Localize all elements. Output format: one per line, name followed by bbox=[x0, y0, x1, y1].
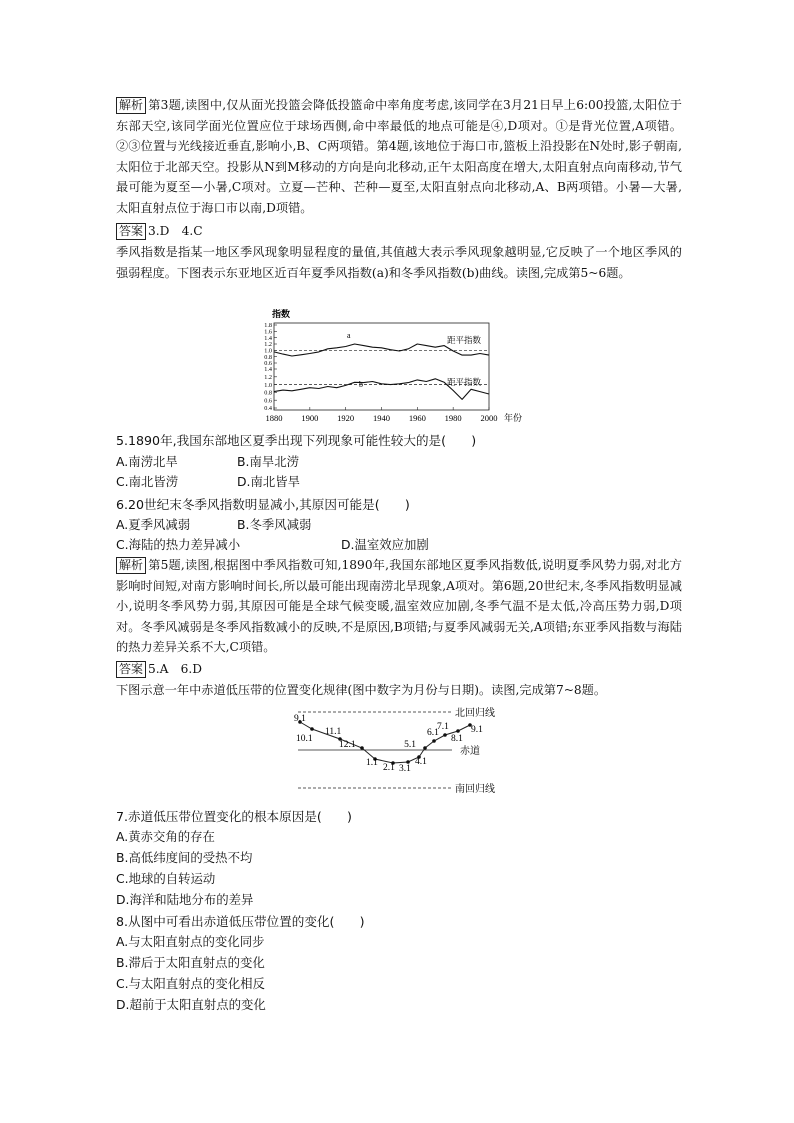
date-label: 8.1 bbox=[451, 734, 463, 744]
answer-q5-6 bbox=[116, 659, 682, 680]
y-tick-label: 0.8 bbox=[264, 389, 272, 397]
q7-option-d[interactable]: D.海洋和陆地分布的差异 bbox=[116, 892, 254, 907]
q8-option-a[interactable]: A.与太阳直射点的变化同步 bbox=[116, 934, 265, 949]
answer-tag: 答案 bbox=[116, 223, 146, 240]
date-label: 5.1 bbox=[404, 740, 416, 750]
date-label: 9.1 bbox=[471, 725, 483, 735]
chart-ylabel: 指数 bbox=[272, 309, 291, 319]
date-point bbox=[443, 733, 447, 737]
y-tick-label: 1.2 bbox=[264, 341, 272, 349]
date-points bbox=[294, 714, 483, 774]
q5-option-b[interactable]: B.南旱北涝 bbox=[237, 454, 300, 469]
answer-tag: 答案 bbox=[116, 661, 146, 678]
date-label: 9.1 bbox=[294, 714, 306, 724]
date-point bbox=[310, 727, 314, 731]
q5-option-a[interactable]: A.南涝北旱 bbox=[116, 454, 178, 469]
explanation-q3-4 bbox=[116, 95, 682, 219]
question-8-stem: 8.从图中可看出赤道低压带位置的变化( ) bbox=[116, 914, 365, 929]
y-tick-label: 1.2 bbox=[264, 374, 272, 381]
tropic-of-capricorn-label: 南回归线 bbox=[455, 784, 495, 795]
panel-b bbox=[264, 366, 489, 412]
q8-option-b[interactable]: B.滞后于太阳直射点的变化 bbox=[116, 955, 265, 970]
explanation-text: 第3题,读图中,仅从面光投篮会降低投篮命中率角度考虑,该同学在3月21日早上6:00投篮,太阳位于东部天空,该同学面光位置应位于球场西侧,命中率最低的地点可能是④,D项对。①是背光位置,A项错。②③位置与光线接近垂直,影响小,B、C两项错。第4题,该地位于海口市,篮板上沿投影在N处时,影子朝南,太阳位于北部天空。投影从N到M移动的方向是向北移动,正午太阳高度在增大,太阳直射点向南移动,节气最可能为夏至—小暑,C项对。立夏—芒种、芒种—夏至,太阳直射点向北移动,A、B两项错。小暑—大暑,太阳直射点位于海口市以南,D项错。 bbox=[116, 98, 682, 215]
reference-label: 距平指数 bbox=[447, 335, 482, 345]
q8-option-c[interactable]: C.与太阳直射点的变化相反 bbox=[116, 976, 265, 991]
q6-option-b[interactable]: B.冬季风减弱 bbox=[237, 517, 312, 532]
q7-option-c[interactable]: C.地球的自转运动 bbox=[116, 871, 216, 886]
x-tick-label: 1940 bbox=[373, 413, 390, 423]
y-tick-label: 1.8 bbox=[264, 322, 272, 330]
date-point bbox=[360, 746, 364, 750]
y-tick-label: 1.4 bbox=[264, 334, 272, 342]
date-label: 1.1 bbox=[366, 758, 378, 768]
y-tick-label: 0.6 bbox=[264, 397, 272, 405]
q7-option-a[interactable]: A.黄赤交角的存在 bbox=[116, 829, 215, 844]
date-point bbox=[456, 729, 460, 733]
date-label: 4.1 bbox=[415, 757, 427, 767]
explanation-text: 第5题,读图,根据图中季风指数可知,1890年,我国东部地区夏季风指数低,说明夏季风势力弱,对北方影响时间短,对南方影响时间长,所以最可能出现南涝北旱现象,A项对。第6题,20世纪末,冬季风指数明显减小,说明冬季风势力弱,其原因可能是全球气候变暖,温室效应加剧,冬季气温不是太低,冷高压势力弱,D项对。冬季风减弱是冬季风指数减小的反映,不是原因,B项错;与夏季风减弱无关,A项错;东亚季风指数与海陆的热力差异关系不大,C项错。 bbox=[116, 558, 682, 655]
q5-option-d[interactable]: D.南北皆旱 bbox=[237, 474, 301, 489]
chart-xlabel: 年份 bbox=[504, 413, 523, 423]
tropic-of-cancer-label: 北回归线 bbox=[455, 708, 495, 719]
equatorial-low-diagram bbox=[282, 702, 522, 797]
question-7-stem: 7.赤道低压带位置变化的根本原因是( ) bbox=[116, 809, 352, 824]
x-tick-label: 1980 bbox=[444, 413, 462, 423]
q8-option-d[interactable]: D.超前于太阳直射点的变化 bbox=[116, 997, 266, 1012]
y-tick-label: 0.8 bbox=[264, 353, 272, 361]
date-point bbox=[432, 739, 436, 743]
explanation-tag: 解析 bbox=[116, 557, 146, 574]
question-5-stem: 5.1890年,我国东部地区夏季出现下列现象可能性较大的是( ) bbox=[116, 433, 477, 448]
x-tick-label: 1960 bbox=[408, 413, 426, 423]
intro-q5-6 bbox=[116, 242, 682, 283]
date-label: 10.1 bbox=[296, 734, 313, 744]
explanation-tag: 解析 bbox=[116, 97, 146, 114]
date-label: 6.1 bbox=[427, 728, 439, 738]
intro-text: 季风指数是指某一地区季风现象明显程度的量值,其值越大表示季风现象越明显,它反映了一个地区季风的强弱程度。下图表示东亚地区近百年夏季风指数(a)和冬季风指数(b)曲线。读图,完成第5~6题。 bbox=[116, 245, 682, 280]
x-tick-label: 1880 bbox=[265, 413, 283, 423]
y-tick-label: 0.6 bbox=[264, 360, 272, 368]
y-tick-label: 1.6 bbox=[264, 328, 272, 336]
intro-text: 下图示意一年中赤道低压带的位置变化规律(图中数字为月份与日期)。读图,完成第7~8题。 bbox=[116, 683, 607, 697]
date-label: 3.1 bbox=[399, 764, 411, 774]
x-tick-label: 1900 bbox=[301, 413, 319, 423]
q6-option-a[interactable]: A.夏季风减弱 bbox=[116, 517, 191, 532]
equator-label: 赤道 bbox=[460, 746, 480, 757]
y-tick-label: 1.4 bbox=[264, 366, 272, 374]
date-label: 2.1 bbox=[383, 763, 395, 773]
q6-option-c[interactable]: C.海陆的热力差异减小 bbox=[116, 537, 241, 552]
reference-label: 距平指数 bbox=[447, 377, 482, 387]
q7-option-b[interactable]: B.高低纬度间的受热不均 bbox=[116, 850, 253, 865]
date-point bbox=[423, 746, 427, 750]
series-label: a bbox=[347, 331, 351, 340]
explanation-q5-6 bbox=[116, 555, 682, 658]
intro-q7-8 bbox=[116, 680, 682, 701]
date-label: 7.1 bbox=[437, 722, 449, 732]
y-tick-label: 1.0 bbox=[264, 347, 272, 355]
answer-text: 5.A 6.D bbox=[148, 662, 203, 676]
date-label: 12.1 bbox=[339, 740, 356, 750]
panel-a bbox=[264, 322, 489, 367]
answer-text: 3.D 4.C bbox=[148, 224, 203, 238]
monsoon-index-chart bbox=[262, 305, 552, 430]
date-label: 11.1 bbox=[325, 727, 342, 737]
x-ticks bbox=[266, 407, 498, 423]
q5-option-c[interactable]: C.南北皆涝 bbox=[116, 474, 179, 489]
y-tick-label: 1.0 bbox=[264, 381, 272, 389]
question-6-stem: 6.20世纪末冬季风指数明显减小,其原因可能是( ) bbox=[116, 497, 410, 512]
x-tick-label: 1920 bbox=[337, 413, 355, 423]
q6-option-d[interactable]: D.温室效应加剧 bbox=[341, 537, 429, 552]
series-label: b bbox=[359, 380, 363, 389]
x-tick-label: 2000 bbox=[480, 413, 498, 423]
answer-q3-4 bbox=[116, 221, 682, 242]
y-tick-label: 0.4 bbox=[264, 405, 272, 413]
